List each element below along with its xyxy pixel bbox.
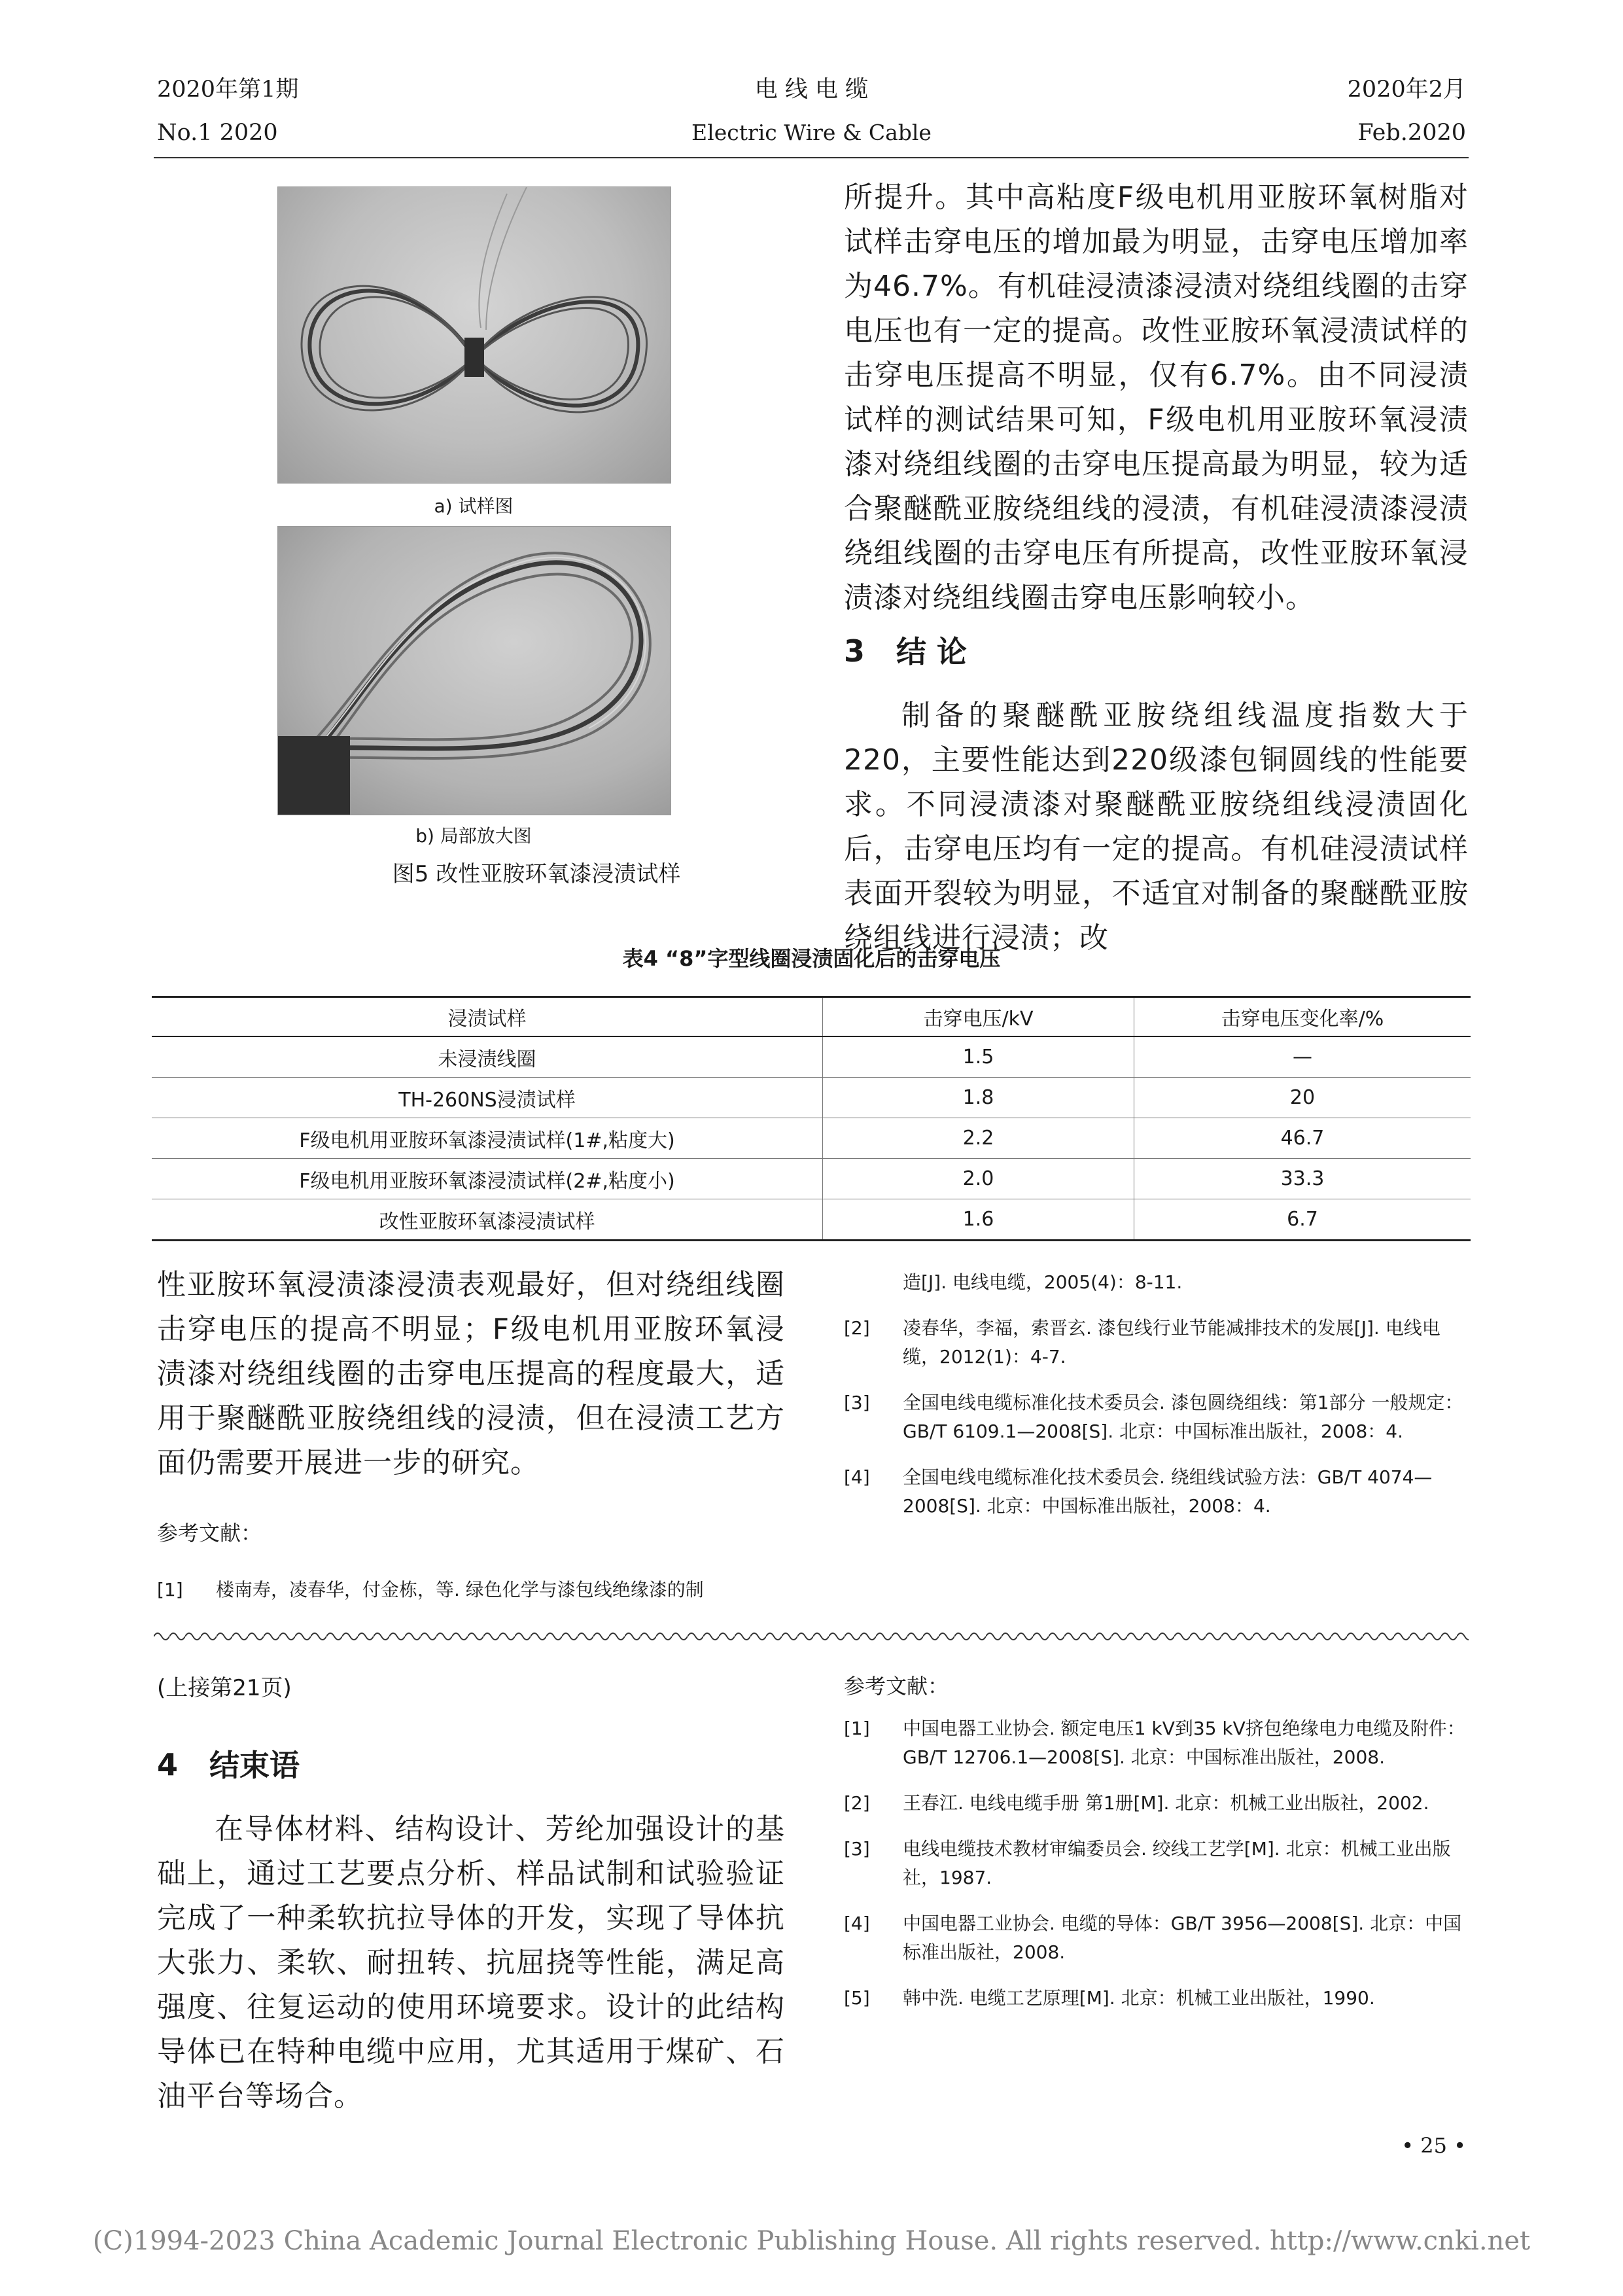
wavy-divider: [154, 1627, 1469, 1646]
reference-text: 凌春华，李福，索晋玄. 漆包线行业节能减排技术的发展[J]. 电线电缆，2012(1)：4-7.: [903, 1317, 1440, 1368]
table-row: [152, 1036, 1471, 1078]
reference-item: [844, 1388, 1469, 1446]
figure-5a-photo: [277, 186, 671, 484]
reference-number: [3]: [844, 1392, 870, 1413]
header-journal-cn: 电 线 电 缆: [754, 77, 869, 103]
table-header-cell: 浸渍试样: [152, 997, 823, 1037]
reference-item: [157, 1576, 785, 1604]
table-cell: 改性亚胺环氧漆浸渍试样: [152, 1199, 823, 1241]
reference-item: [844, 1268, 1469, 1297]
table-cell: 20: [1134, 1078, 1471, 1118]
reference-text: 楼南寿，凌春华，付金栋，等. 绿色化学与漆包线绝缘漆的制: [216, 1579, 704, 1600]
reference-item: [844, 1714, 1469, 1772]
figure-5-caption: 图5 改性亚胺环氧漆浸渍试样: [392, 861, 681, 887]
header-journal-en: Electric Wire & Cable: [691, 120, 932, 145]
table-row: [152, 1199, 1471, 1241]
section-4-paragraph: 在导体材料、结构设计、芳纶加强设计的基础上，通过工艺要点分析、样品试制和试验验证完成了一种柔软抗拉导体的开发，实现了导体抗大张力、柔软、耐扭转、抗屈挠等性能，满足高强度、往复运动的使用环境要求。设计的此结构导体已在特种电缆中应用，尤其适用于煤矿、石油平台等场合。: [157, 1812, 785, 2113]
table-header-cell: 击穿电压变化率/%: [1134, 997, 1471, 1037]
references-1-left: [157, 1576, 785, 1621]
table-header-cell: 击穿电压/kV: [823, 997, 1134, 1037]
reference-item: [844, 1835, 1469, 1892]
table-cell: —: [1134, 1036, 1471, 1078]
reference-number: [3]: [844, 1838, 870, 1860]
reference-text: 电线电缆技术教材审编委员会. 绞线工艺学[M]. 北京：机械工业出版社，1987.: [903, 1838, 1451, 1888]
reference-item: [844, 1314, 1469, 1371]
reference-number: [1]: [157, 1579, 183, 1600]
reference-number: [2]: [844, 1317, 870, 1339]
table-cell: TH-260NS浸渍试样: [152, 1078, 823, 1118]
table-cell: 1.8: [823, 1078, 1134, 1118]
header-date-cn: 2020年2月: [1347, 77, 1466, 103]
right-column-paragraph: 所提升。其中高粘度F级电机用亚胺环氧树脂对试样击穿电压的增加最为明显，击穿电压增加率为46.7%。有机硅浸渍漆浸渍对绕组线圈的击穿电压也有一定的提高。改性亚胺环氧浸渍试样的击穿电压提高不明显，仅有6.7%。由不同浸渍试样的测试结果可知，F级电机用亚胺环氧浸渍漆对绕组线圈的击穿电压提高最为明显，较为适合聚醚酰亚胺绕组线的浸渍，有机硅浸渍漆浸渍绕组线圈的击穿电压有所提高，改性亚胺环氧浸渍漆对绕组线圈击穿电压影响较小。: [844, 181, 1469, 614]
header-issue-en: No.1 2020: [157, 120, 278, 146]
section-3-paragraph: 制备的聚醚酰亚胺绕组线温度指数大于220，主要性能达到220级漆包铜圆线的性能要求。不同浸渍漆对聚醚酰亚胺绕组线浸渍固化后，击穿电压均有一定的提高。有机硅浸渍试样表面开裂较为明显，不适宜对制备的聚醚酰亚胺绕组线进行浸渍；改: [844, 699, 1469, 955]
section-3-number: 3: [844, 633, 865, 669]
section-3-title: 结 论: [896, 634, 968, 669]
continued-from-note: (上接第21页): [157, 1675, 292, 1701]
copyright-footer: (C)1994-2023 China Academic Journal Electronic Publishing House. All rights reserved. http://www.cnki.net: [92, 2226, 1531, 2256]
table-cell: 1.5: [823, 1036, 1134, 1078]
reference-text: 全国电线电缆标准化技术委员会. 漆包圆绕组线：第1部分 一般规定：GB/T 6109.1—2008[S]. 北京：中国标准出版社，2008：4.: [903, 1392, 1463, 1442]
lower-left-paragraph: 性亚胺环氧浸渍漆浸渍表观最好，但对绕组线圈击穿电压的提高不明显；F级电机用亚胺环氧浸渍漆对绕组线圈的击穿电压提高的程度最大，适用于聚醚酰亚胺绕组线的浸渍，但在浸渍工艺方面仍需要开展进一步的研究。: [157, 1268, 785, 1479]
reference-text: 全国电线电缆标准化技术委员会. 绕组线试验方法：GB/T 4074—2008[S]. 北京：中国标准出版社，2008：4.: [903, 1466, 1433, 1517]
table-cell: 未浸渍线圈: [152, 1036, 823, 1078]
reference-text: 造[J]. 电线电缆，2005(4)：8-11.: [903, 1271, 1183, 1293]
table-row: [152, 1159, 1471, 1199]
reference-number: [844, 1268, 903, 1297]
header-issue-cn: 2020年第1期: [157, 77, 299, 103]
table-cell: 1.6: [823, 1199, 1134, 1241]
header-rule: [154, 157, 1469, 158]
figure-5b-photo: [277, 526, 671, 815]
table-cell: F级电机用亚胺环氧漆浸渍试样(1#,粘度大): [152, 1118, 823, 1159]
table-cell: 33.3: [1134, 1159, 1471, 1199]
reference-item: [844, 1909, 1469, 1967]
table-row: [152, 1118, 1471, 1159]
reference-text: 王春江. 电线电缆手册 第1册[M]. 北京：机械工业出版社，2002.: [903, 1792, 1429, 1814]
header-date-en: Feb.2020: [1357, 120, 1466, 146]
reference-number: [5]: [844, 1987, 870, 2009]
table-header-row: [152, 997, 1471, 1037]
references-2-title: 参考文献：: [844, 1674, 949, 1699]
table-cell: 46.7: [1134, 1118, 1471, 1159]
reference-number: [1]: [844, 1718, 870, 1739]
reference-item: [844, 1463, 1469, 1521]
figure-5a-subcaption: a) 试样图: [434, 495, 514, 517]
figure-5b-subcaption: b) 局部放大图: [415, 825, 532, 847]
reference-item: [844, 1984, 1469, 2013]
reference-text: 中国电器工业协会. 电缆的导体：GB/T 3956—2008[S]. 北京：中国标准出版社，2008.: [903, 1913, 1462, 1963]
reference-text: 韩中洗. 电缆工艺原理[M]. 北京：机械工业出版社，1990.: [903, 1987, 1375, 2009]
reference-text: 中国电器工业协会. 额定电压1 kV到35 kV挤包绝缘电力电缆及附件：GB/T 12706.1—2008[S]. 北京：中国标准出版社，2008.: [903, 1718, 1465, 1768]
section-4-number: 4: [157, 1747, 179, 1782]
page-number: • 25 •: [1401, 2133, 1466, 2158]
table-cell: 2.2: [823, 1118, 1134, 1159]
reference-item: [844, 1789, 1469, 1818]
table-4-caption: 表4 “8”字型线圈浸渍固化后的击穿电压: [622, 946, 1001, 971]
table-4: [152, 996, 1471, 1241]
references-1-title: 参考文献：: [157, 1521, 262, 1545]
table-cell: 6.7: [1134, 1199, 1471, 1241]
reference-number: [2]: [844, 1792, 870, 1814]
references-1-right: [844, 1268, 1469, 1538]
reference-number: [4]: [844, 1466, 870, 1488]
table-cell: F级电机用亚胺环氧漆浸渍试样(2#,粘度小): [152, 1159, 823, 1199]
table-row: [152, 1078, 1471, 1118]
table-cell: 2.0: [823, 1159, 1134, 1199]
reference-number: [4]: [844, 1913, 870, 1934]
references-2-list: [844, 1714, 1469, 2030]
section-4-title: 结束语: [209, 1748, 300, 1783]
